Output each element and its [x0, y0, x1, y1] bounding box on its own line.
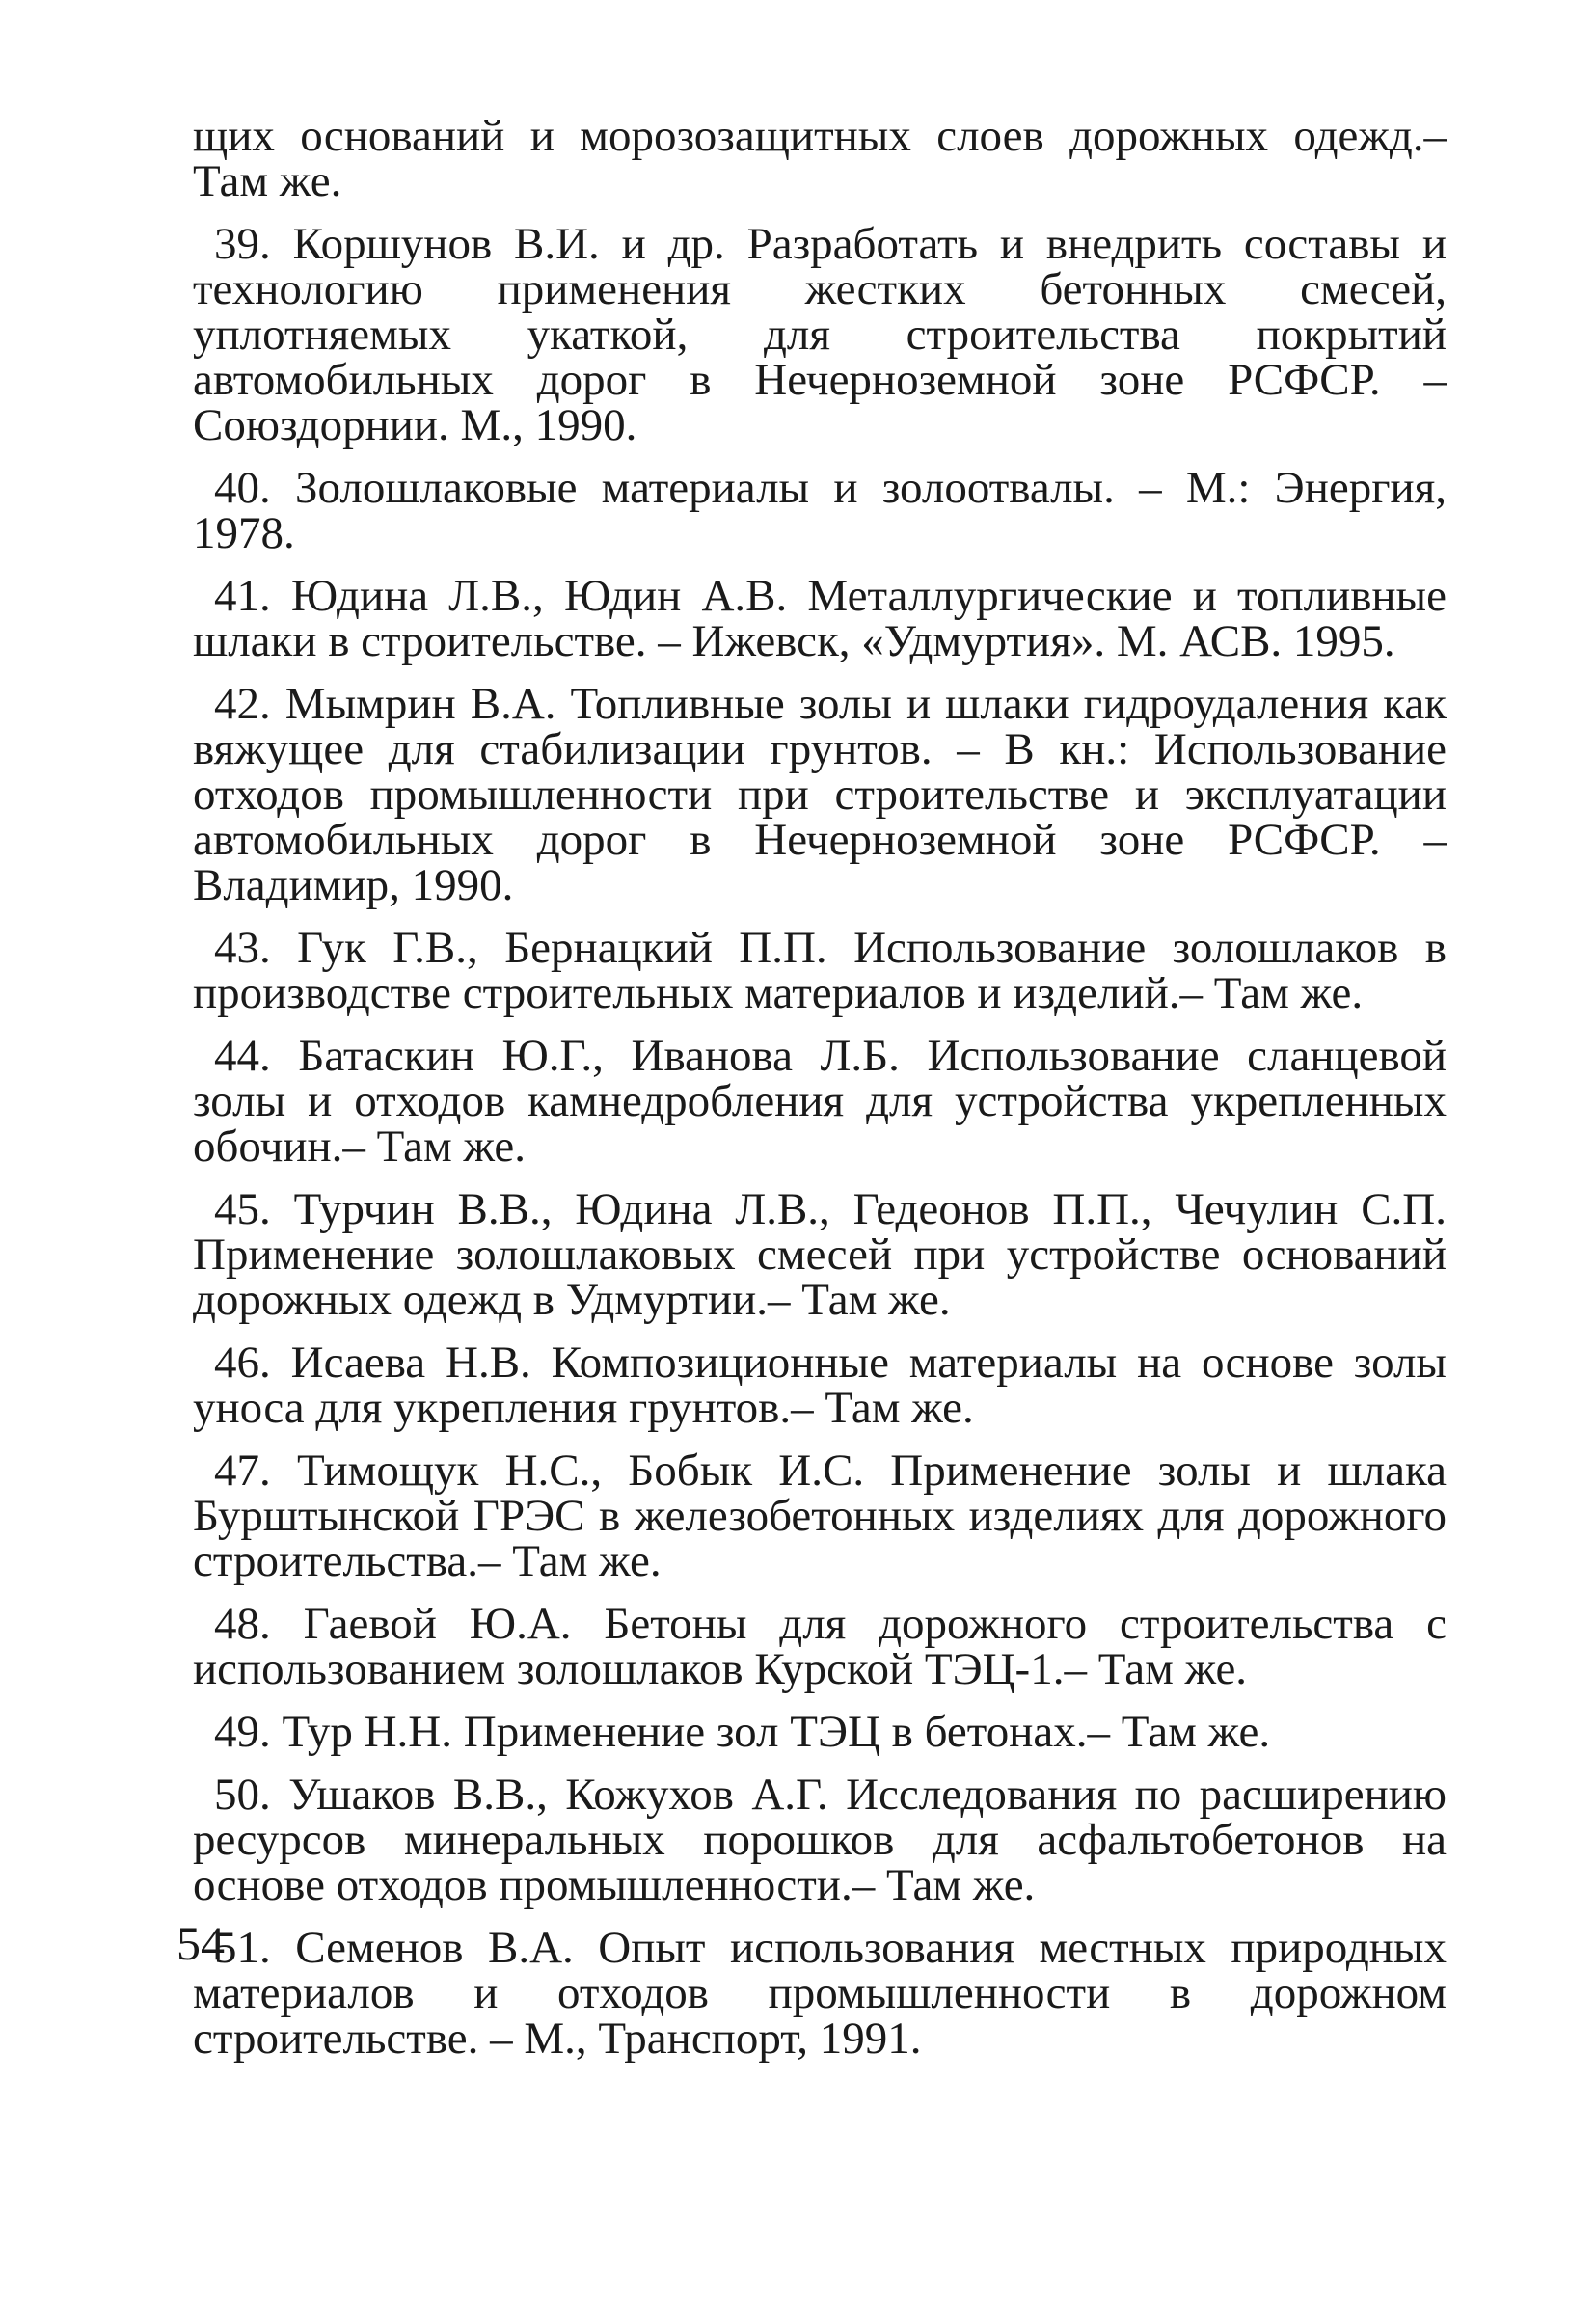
- reference-item: [193, 463, 1447, 558]
- reference-item: [193, 1340, 1447, 1431]
- reference-text: Гук Г.В., Бернацкий П.П. Использование золошлаков в производстве строительных материалов и изделий.– Там же.: [193, 923, 1447, 1018]
- reference-item: [193, 1031, 1447, 1172]
- reference-text: Тур Н.Н. Применение зол ТЭЦ в бетонах.– Там же.: [282, 1707, 1271, 1757]
- reference-number: 48.: [214, 1599, 271, 1649]
- reference-number: 45.: [214, 1184, 271, 1234]
- reference-number: 43.: [214, 923, 271, 973]
- reference-number: 39.: [214, 219, 271, 269]
- reference-list-page: [193, 111, 1447, 2079]
- reference-number: 42.: [214, 679, 271, 729]
- reference-continuation: щих оснований и морозозащитных слоев дорожных одежд.– Там же.: [193, 111, 1447, 206]
- reference-item: [193, 923, 1447, 1018]
- reference-number: 40.: [214, 463, 271, 513]
- reference-item: [193, 1923, 1447, 2064]
- reference-number: 51.: [214, 1923, 271, 1973]
- reference-number: 47.: [214, 1446, 271, 1496]
- reference-item: [193, 1448, 1447, 1584]
- page-number: 54: [176, 1916, 225, 1970]
- reference-number: 50.: [214, 1770, 271, 1820]
- reference-item: [193, 1772, 1447, 1908]
- reference-number: 41.: [214, 571, 271, 621]
- reference-item: [193, 571, 1447, 666]
- reference-text: Батаскин Ю.Г., Иванова Л.Б. Использование сланцевой золы и отходов камнедробления для устройства укрепленных обочин.– Там же.: [193, 1031, 1447, 1172]
- reference-item: [193, 1707, 1447, 1757]
- reference-number: 44.: [214, 1031, 271, 1081]
- reference-number: 49.: [214, 1707, 271, 1757]
- reference-text: Мымрин В.А. Топливные золы и шлаки гидроудаления как вяжущее для стабилизации грунтов. – В кн.: Использование отходов промышленности при строительстве и эксплуатации автомобильных дорог в Нечерноземной зоне РСФСР. – Владимир, 1990.: [193, 679, 1447, 910]
- reference-text: Золошлаковые материалы и золоотвалы. – М.: Энергия, 1978.: [193, 463, 1447, 558]
- reference-text: Турчин В.В., Юдина Л.В., Гедеонов П.П., Чечулин С.П. Применение золошлаковых смесей при устройстве оснований дорожных одежд в Удмуртии.– Там же.: [193, 1184, 1447, 1325]
- reference-item: [193, 1184, 1447, 1325]
- reference-item: [193, 219, 1447, 450]
- reference-text: Ушаков В.В., Кожухов А.Г. Исследования по расширению ресурсов минеральных порошков для асфальтобетонов на основе отходов промышленности.– Там же.: [193, 1770, 1447, 1910]
- reference-text: Семенов В.А. Опыт использования местных природных материалов и отходов промышленности в дорожном строительстве. – М., Транспорт, 1991.: [193, 1923, 1447, 2064]
- reference-text: Тимощук Н.С., Бобык И.С. Применение золы и шлака Бурштынской ГРЭС в железобетонных изделиях для дорожного строительства.– Там же.: [193, 1446, 1447, 1586]
- reference-number: 46.: [214, 1338, 271, 1388]
- reference-text: Юдина Л.В., Юдин А.В. Металлургические и топливные шлаки в строительстве. – Ижевск, «Удмуртия». М. АСВ. 1995.: [193, 571, 1447, 666]
- reference-text: Гаевой Ю.А. Бетоны для дорожного строительства с использованием золошлаков Курской ТЭЦ-1.– Там же.: [193, 1599, 1447, 1694]
- reference-item: [193, 1599, 1447, 1694]
- reference-item: [193, 679, 1447, 910]
- reference-text: Исаева Н.В. Композиционные материалы на основе золы уноса для укрепления грунтов.– Там же.: [193, 1338, 1447, 1433]
- reference-text: Коршунов В.И. и др. Разработать и внедрить составы и технологию применения жестких бетонных смесей, уплотняемых укаткой, для строительства покрытий автомобильных дорог в Нечерноземной зоне РСФСР. – Союздорнии. М., 1990.: [193, 219, 1447, 450]
